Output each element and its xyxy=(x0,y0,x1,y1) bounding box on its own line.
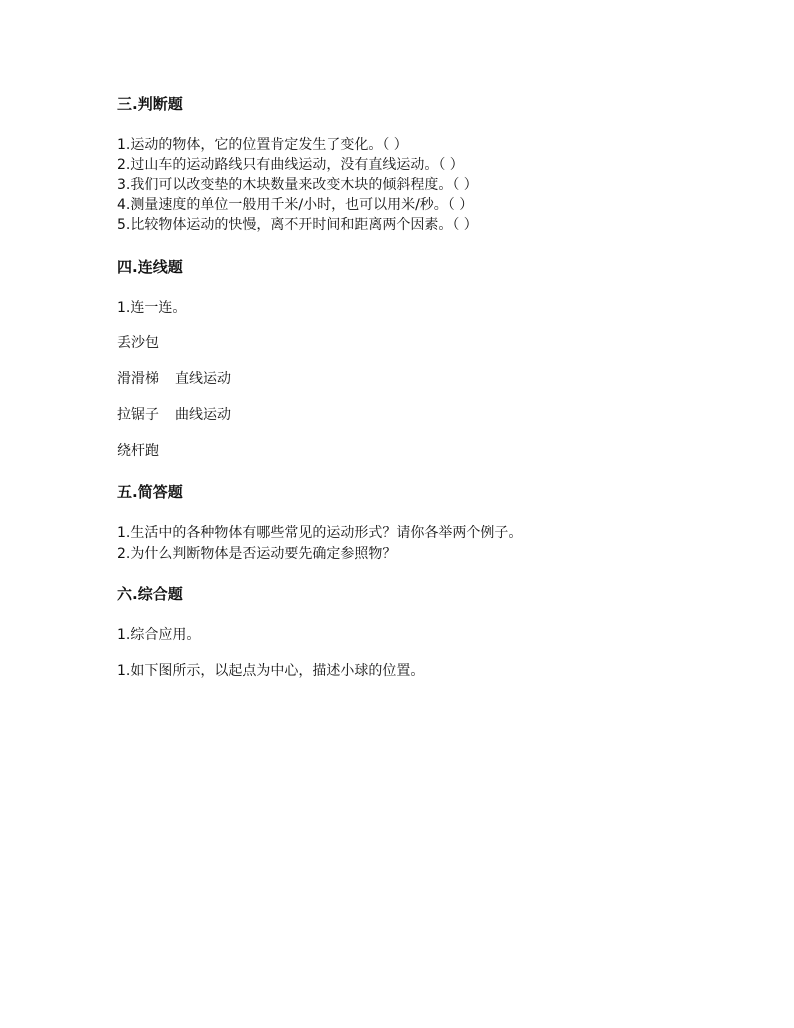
judgment-item-2: 2.过山车的运动路线只有曲线运动，没有直线运动。（ ） xyxy=(117,157,464,173)
matching-row-3 xyxy=(117,406,231,424)
judgment-item-4: 4.测量速度的单位一般用千米/小时，也可以用米/秒。（ ） xyxy=(117,197,474,213)
short-answer-item-1: 1.生活中的各种物体有哪些常见的运动形式？请你各举两个例子。 xyxy=(117,525,523,541)
judgment-item-5: 5.比较物体运动的快慢，离不开时间和距离两个因素。（ ） xyxy=(117,217,478,233)
section-heading-judgment: 三.判断题 xyxy=(117,95,183,113)
section-heading-short-answer: 五.简答题 xyxy=(117,483,183,501)
comprehensive-item-1: 1.综合应用。 xyxy=(117,627,201,643)
section-heading-comprehensive: 六.综合题 xyxy=(117,585,183,603)
section-heading-matching: 四.连线题 xyxy=(117,258,183,276)
matching-row-2 xyxy=(117,370,231,388)
matching-right-item-1: 直线运动 xyxy=(175,371,231,387)
matching-left-item-1: 丢沙包 xyxy=(117,335,159,351)
short-answer-item-2: 2.为什么判断物体是否运动要先确定参照物？ xyxy=(117,546,397,562)
comprehensive-item-2: 1.如下图所示，以起点为中心，描述小球的位置。 xyxy=(117,663,425,679)
matching-left-item-3: 拉锯子 xyxy=(117,407,159,423)
matching-left-item-4: 绕杆跑 xyxy=(117,443,159,459)
judgment-item-1: 1.运动的物体，它的位置肯定发生了变化。（ ） xyxy=(117,137,408,153)
matching-right-item-2: 曲线运动 xyxy=(175,407,231,423)
judgment-item-3: 3.我们可以改变垫的木块数量来改变木块的倾斜程度。（ ） xyxy=(117,177,478,193)
matching-left-item-2: 滑滑梯 xyxy=(117,371,159,387)
matching-prompt: 1.连一连。 xyxy=(117,300,187,316)
